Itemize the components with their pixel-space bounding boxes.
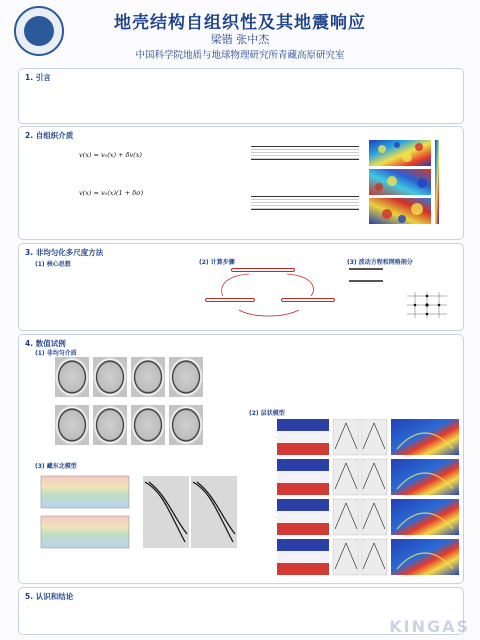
section-heading: 3. 非均匀化多尺度方法 <box>25 248 104 257</box>
layered-model-heading: (2) 层状模型 <box>249 410 285 417</box>
watermark: KINGAS <box>389 617 470 636</box>
tibet-model-heading: (3) 藏东北模型 <box>35 463 77 470</box>
poster-title: 地壳结构自组织性及其地震响应 <box>114 13 366 33</box>
equation-1: v(x) = v₀(x) + δv(x) <box>79 151 142 159</box>
random-media-figure <box>367 139 457 231</box>
section-intro <box>18 68 464 124</box>
spectrum-table <box>251 196 359 210</box>
calc-steps-heading: (2) 计算步骤 <box>199 259 235 266</box>
section-heading: 5. 认识和结论 <box>25 592 74 601</box>
equation-2: v(x) = v₀(x)(1 + δσ) <box>79 189 144 197</box>
authors: 梁锴 张中杰 <box>210 33 270 46</box>
core-idea-heading: (1) 核心思想 <box>35 261 71 268</box>
grid-label-2 <box>349 280 383 282</box>
tibet-model-plots <box>39 472 239 558</box>
grid-label-1 <box>349 268 383 270</box>
stencil-grid <box>405 290 449 320</box>
section-examples <box>18 334 464 584</box>
institution: 中国科学院地质与地球物理研究所青藏高原研究室 <box>135 50 345 61</box>
header <box>0 0 480 64</box>
section-medium <box>18 126 464 240</box>
wavefield-snapshots <box>55 357 205 453</box>
section-heading: 4. 数值试例 <box>25 339 66 348</box>
section-heading: 2. 自组织介质 <box>25 131 74 140</box>
section-multiscale <box>18 243 464 331</box>
section-heading: 1. 引言 <box>25 73 51 82</box>
calc-flow-arrows <box>203 266 333 324</box>
layered-model-plots <box>277 419 461 579</box>
autocorr-table <box>251 146 359 160</box>
flow-step-2 <box>205 298 255 302</box>
nonuniform-heading: (1) 非均匀介质 <box>35 350 77 357</box>
wave-grid-heading: (3) 波动方程和网格剖分 <box>347 259 413 266</box>
random-media-plots <box>367 139 457 231</box>
flow-step-3 <box>281 298 335 302</box>
flow-step-1 <box>231 268 295 272</box>
